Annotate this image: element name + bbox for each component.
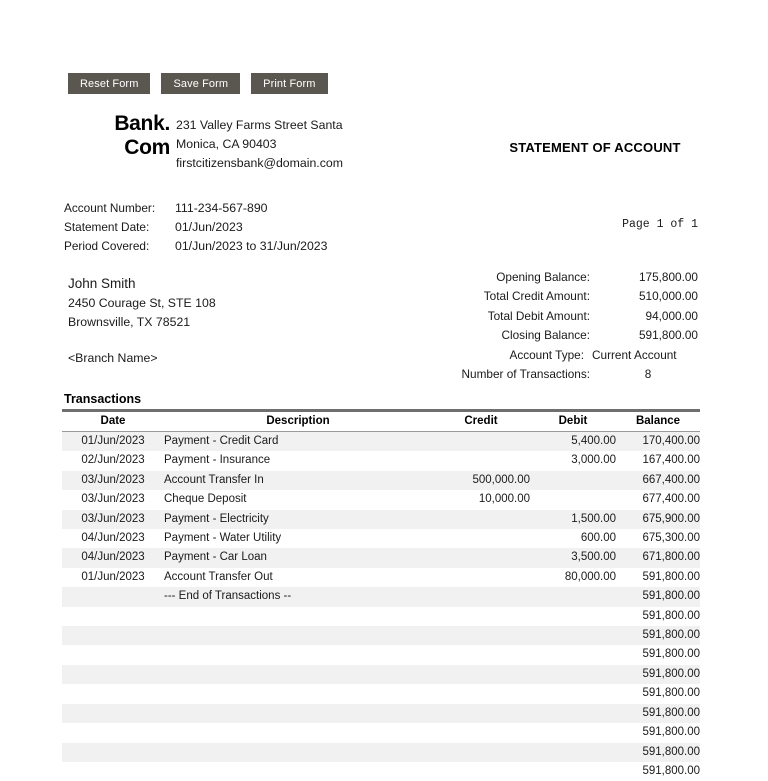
- table-header-row: [62, 412, 700, 432]
- column-header-debit: Debit: [530, 412, 616, 432]
- account-summary-block: [430, 268, 698, 384]
- table-row[interactable]: [62, 704, 700, 723]
- summary-row: [430, 346, 698, 365]
- cell-debit: [530, 723, 616, 742]
- cell-credit: [432, 568, 530, 587]
- table-row[interactable]: [62, 645, 700, 664]
- page-title: STATEMENT OF ACCOUNT: [440, 140, 750, 155]
- column-header-balance: Balance: [616, 412, 700, 432]
- cell-description: [164, 626, 432, 645]
- cell-date: [62, 762, 164, 781]
- cell-balance: 591,800.00: [616, 762, 700, 781]
- account-meta-block: [64, 199, 394, 256]
- cell-debit: [530, 704, 616, 723]
- cell-date: [62, 704, 164, 723]
- cell-balance: 667,400.00: [616, 471, 700, 490]
- branch-name: <Branch Name>: [68, 351, 158, 365]
- cell-balance: 591,800.00: [616, 723, 700, 742]
- page-indicator: Page 1 of 1: [470, 218, 698, 231]
- cell-debit: [530, 626, 616, 645]
- cell-date: [62, 665, 164, 684]
- cell-debit: 1,500.00: [530, 510, 616, 529]
- bank-address-line-1: 231 Valley Farms Street Santa: [176, 116, 406, 135]
- summary-value: 591,800.00: [598, 326, 698, 345]
- customer-name: John Smith: [68, 273, 398, 294]
- cell-description: Payment - Electricity: [164, 510, 432, 529]
- account-meta-label: Account Number:: [64, 199, 175, 218]
- cell-balance: 671,800.00: [616, 548, 700, 567]
- cell-date: [62, 626, 164, 645]
- summary-label: Number of Transactions:: [430, 365, 598, 384]
- customer-address-block: [68, 273, 398, 332]
- cell-credit: 10,000.00: [432, 490, 530, 509]
- cell-balance: 591,800.00: [616, 568, 700, 587]
- column-header-credit: Credit: [432, 412, 530, 432]
- cell-credit: [432, 510, 530, 529]
- cell-credit: [432, 743, 530, 762]
- summary-row: [430, 268, 698, 287]
- print-form-button[interactable]: Print Form: [251, 73, 327, 94]
- cell-credit: [432, 704, 530, 723]
- cell-date: [62, 607, 164, 626]
- cell-credit: [432, 451, 530, 470]
- cell-date: [62, 743, 164, 762]
- cell-debit: [530, 645, 616, 664]
- reset-form-button[interactable]: Reset Form: [68, 73, 150, 94]
- table-row[interactable]: [62, 626, 700, 645]
- cell-debit: [530, 684, 616, 703]
- cell-credit: [432, 645, 530, 664]
- cell-date: 02/Jun/2023: [62, 451, 164, 470]
- cell-description: [164, 723, 432, 742]
- cell-credit: [432, 607, 530, 626]
- table-row[interactable]: [62, 607, 700, 626]
- cell-balance: 591,800.00: [616, 665, 700, 684]
- cell-debit: [530, 587, 616, 606]
- bank-address-line-2: Monica, CA 90403: [176, 135, 406, 154]
- table-row[interactable]: [62, 568, 700, 587]
- summary-label: Account Type:: [430, 346, 592, 365]
- cell-credit: 500,000.00: [432, 471, 530, 490]
- cell-date: 04/Jun/2023: [62, 529, 164, 548]
- cell-balance: 167,400.00: [616, 451, 700, 470]
- cell-description: Payment - Insurance: [164, 451, 432, 470]
- cell-credit: [432, 723, 530, 742]
- cell-balance: 591,800.00: [616, 743, 700, 762]
- table-row[interactable]: [62, 510, 700, 529]
- summary-row: [430, 365, 698, 384]
- cell-credit: [432, 684, 530, 703]
- cell-credit: [432, 529, 530, 548]
- cell-balance: 675,900.00: [616, 510, 700, 529]
- cell-debit: 600.00: [530, 529, 616, 548]
- cell-credit: [432, 665, 530, 684]
- cell-credit: [432, 548, 530, 567]
- cell-description: [164, 665, 432, 684]
- cell-date: [62, 684, 164, 703]
- table-row[interactable]: [62, 451, 700, 470]
- cell-balance: 591,800.00: [616, 626, 700, 645]
- cell-description: [164, 762, 432, 781]
- account-meta-row: [64, 199, 394, 218]
- table-row[interactable]: [62, 723, 700, 742]
- cell-date: 01/Jun/2023: [62, 432, 164, 452]
- cell-debit: [530, 762, 616, 781]
- cell-date: 04/Jun/2023: [62, 548, 164, 567]
- bank-logo-line-2: Com: [64, 136, 170, 160]
- summary-value: 175,800.00: [598, 268, 698, 287]
- summary-row: [430, 307, 698, 326]
- cell-debit: 3,500.00: [530, 548, 616, 567]
- account-meta-value: 01/Jun/2023 to 31/Jun/2023: [175, 237, 394, 256]
- summary-value: 8: [598, 365, 698, 384]
- summary-row: [430, 326, 698, 345]
- table-row[interactable]: [62, 529, 700, 548]
- summary-row: [430, 287, 698, 306]
- cell-credit: [432, 432, 530, 452]
- cell-date: [62, 587, 164, 606]
- cell-description: Payment - Water Utility: [164, 529, 432, 548]
- transactions-section-title: Transactions: [64, 392, 141, 406]
- cell-description: Account Transfer In: [164, 471, 432, 490]
- cell-description: [164, 684, 432, 703]
- cell-debit: [530, 607, 616, 626]
- table-row[interactable]: [62, 665, 700, 684]
- cell-debit: [530, 471, 616, 490]
- cell-description: --- End of Transactions --: [164, 587, 432, 606]
- cell-date: 01/Jun/2023: [62, 568, 164, 587]
- summary-label: Closing Balance:: [430, 326, 598, 345]
- column-header-date: Date: [62, 412, 164, 432]
- summary-label: Total Credit Amount:: [430, 287, 598, 306]
- table-row[interactable]: [62, 548, 700, 567]
- cell-date: 03/Jun/2023: [62, 510, 164, 529]
- cell-debit: [530, 665, 616, 684]
- account-meta-value: 111-234-567-890: [175, 199, 394, 218]
- table-row[interactable]: [62, 743, 700, 762]
- summary-value: Current Account: [592, 346, 698, 365]
- cell-debit: [530, 743, 616, 762]
- cell-debit: 5,400.00: [530, 432, 616, 452]
- cell-balance: 675,300.00: [616, 529, 700, 548]
- summary-value: 94,000.00: [598, 307, 698, 326]
- customer-address-line-1: 2450 Courage St, STE 108: [68, 294, 398, 313]
- bank-logo-line-1: Bank.: [64, 112, 170, 136]
- cell-description: Payment - Car Loan: [164, 548, 432, 567]
- account-meta-row: [64, 218, 394, 237]
- cell-debit: [530, 490, 616, 509]
- account-meta-row: [64, 237, 394, 256]
- cell-description: Account Transfer Out: [164, 568, 432, 587]
- table-row[interactable]: [62, 471, 700, 490]
- cell-description: [164, 704, 432, 723]
- bank-logo: [64, 112, 170, 160]
- cell-date: 03/Jun/2023: [62, 471, 164, 490]
- cell-balance: 170,400.00: [616, 432, 700, 452]
- table-row[interactable]: [62, 587, 700, 606]
- table-row[interactable]: [62, 490, 700, 509]
- cell-description: Cheque Deposit: [164, 490, 432, 509]
- summary-label: Opening Balance:: [430, 268, 598, 287]
- cell-description: [164, 645, 432, 664]
- cell-date: 03/Jun/2023: [62, 490, 164, 509]
- cell-balance: 591,800.00: [616, 645, 700, 664]
- summary-label: Total Debit Amount:: [430, 307, 598, 326]
- transactions-table-body: [62, 432, 700, 781]
- cell-credit: [432, 626, 530, 645]
- table-row[interactable]: [62, 432, 700, 452]
- table-row[interactable]: [62, 684, 700, 703]
- account-meta-value: 01/Jun/2023: [175, 218, 394, 237]
- form-toolbar: [68, 73, 328, 94]
- summary-value: 510,000.00: [598, 287, 698, 306]
- customer-address-line-2: Brownsville, TX 78521: [68, 313, 398, 332]
- cell-debit: 3,000.00: [530, 451, 616, 470]
- transactions-table: [62, 412, 700, 781]
- column-header-description: Description: [164, 412, 432, 432]
- cell-credit: [432, 762, 530, 781]
- account-meta-label: Statement Date:: [64, 218, 175, 237]
- cell-debit: 80,000.00: [530, 568, 616, 587]
- save-form-button[interactable]: Save Form: [161, 73, 240, 94]
- cell-description: Payment - Credit Card: [164, 432, 432, 452]
- account-meta-label: Period Covered:: [64, 237, 175, 256]
- cell-description: [164, 607, 432, 626]
- cell-date: [62, 723, 164, 742]
- cell-description: [164, 743, 432, 762]
- table-row[interactable]: [62, 762, 700, 781]
- cell-balance: 677,400.00: [616, 490, 700, 509]
- cell-balance: 591,800.00: [616, 607, 700, 626]
- cell-credit: [432, 587, 530, 606]
- bank-address-block: [176, 116, 406, 173]
- transactions-table-wrap: [62, 409, 700, 781]
- bank-email: firstcitizensbank@domain.com: [176, 154, 406, 173]
- cell-date: [62, 645, 164, 664]
- cell-balance: 591,800.00: [616, 704, 700, 723]
- cell-balance: 591,800.00: [616, 587, 700, 606]
- cell-balance: 591,800.00: [616, 684, 700, 703]
